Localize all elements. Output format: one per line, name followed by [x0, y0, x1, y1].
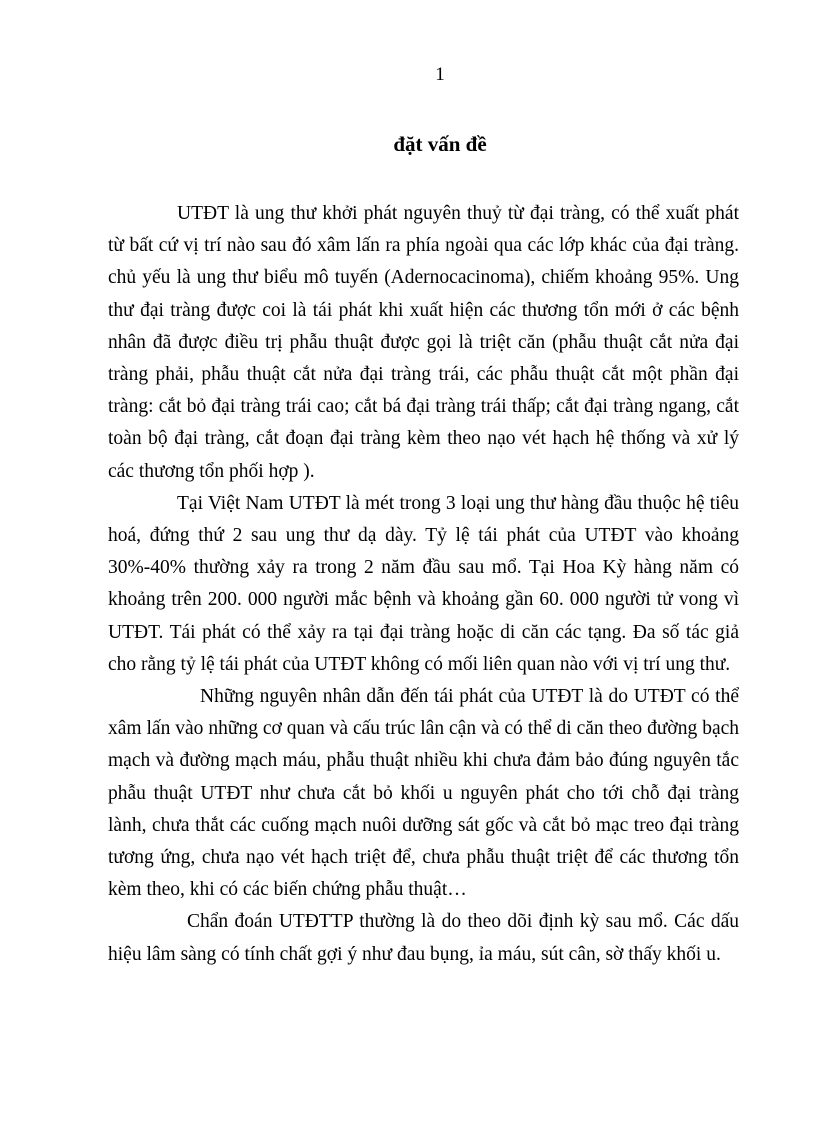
body-text [108, 198, 739, 971]
page-title: đặt vấn đề [393, 132, 487, 156]
paragraph-diagnosis: Chẩn đoán UTĐTTP thường là do theo dõi định kỳ sau mổ. Các dấu hiệu lâm sàng có tính chất gợi ý như đau bụng, ỉa máu, sút cân, sờ thấy khối u. [108, 911, 739, 965]
paragraph-definition: UTĐT là ung thư khởi phát nguyên thuỷ từ đại tràng, có thể xuất phát từ bất cứ vị trí nào sau đó xâm lấn ra phía ngoài qua các lớp khác của đại tràng. chủ yếu là ung thư biểu mô tuyến (Adernocacinoma), chiếm khoảng 95%. Ung thư đại tràng được coi là tái phát khi xuất hiện các thương tổn mới ở các bệnh nhân đã được điều trị phẫu thuật được gọi là triệt căn (phẫu thuật cắt nửa đại tràng phải, phẫu thuật cắt nửa đại tràng trái, các phẫu thuật cắt một phần đại tràng: cắt bỏ đại tràng trái cao; cắt bá đại tràng trái thấp; cắt đại tràng ngang, cắt toàn bộ đại tràng, cắt đoạn đại tràng kèm theo nạo vét hạch hệ thống và xử lý các thương tổn phối hợp ). [108, 203, 739, 482]
page-number: 1 [435, 64, 445, 85]
paragraph-vietnam-statistics: Tại Việt Nam UTĐT là mét trong 3 loại ung thư hàng đầu thuộc hệ tiêu hoá, đứng thứ 2 sau ung thư dạ dày. Tỷ lệ tái phát của UTĐT vào khoảng 30%-40% thường xảy ra trong 2 năm đầu sau mổ. Tại Hoa Kỳ hàng năm có khoảng trên 200. 000 người mắc bệnh và khoảng gần 60. 000 người tử vong vì UTĐT. Tái phát có thể xảy ra tại đại tràng hoặc di căn các tạng. Đa số tác giả cho rằng tỷ lệ tái phát của UTĐT không có mối liên quan nào với vị trí ung thư. [108, 492, 739, 675]
paragraph-recurrence-causes: Những nguyên nhân dẫn đến tái phát của UTĐT là do UTĐT có thể xâm lấn vào những cơ quan và cấu trúc lân cận và có thể di căn theo đường bạch mạch và đường mạch máu, phẫu thuật nhiều khi chưa đảm bảo đúng nguyên tắc phẫu thuật UTĐT như chưa cắt bỏ khối u nguyên phát cho tới chỗ đại tràng lành, chưa thắt các cuống mạch nuôi dưỡng sát gốc và cắt bỏ mạc treo đại tràng tương ứng, chưa nạo vét hạch triệt để, chưa phẫu thuật triệt để các thương tổn kèm theo, khi có các biến chứng phẫu thuật… [108, 686, 739, 901]
